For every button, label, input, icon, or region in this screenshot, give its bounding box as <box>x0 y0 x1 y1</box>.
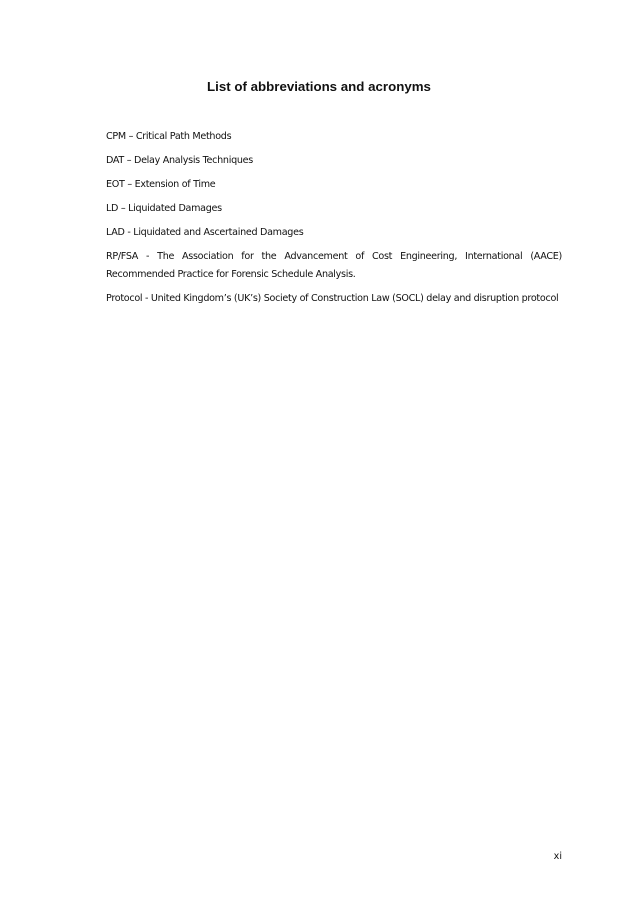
page-number: xi <box>553 851 562 862</box>
abbreviation-entry-rp-fsa: RP/FSA - The Association for the Advancement of Cost Engineering, International (AACE) Recommended Practice for Forensic Schedule Analysis. <box>106 251 562 280</box>
abbreviation-entry-dat: DAT – Delay Analysis Techniques <box>106 155 253 166</box>
abbreviation-list <box>106 128 562 314</box>
abbreviation-entry-protocol: Protocol - United Kingdom’s (UK’s) Society of Construction Law (SOCL) delay and disruption protocol <box>106 293 559 304</box>
abbreviation-entry-lad: LAD - Liquidated and Ascertained Damages <box>106 227 304 238</box>
abbreviation-entry-ld: LD – Liquidated Damages <box>106 203 222 214</box>
abbreviation-entry-cpm: CPM – Critical Path Methods <box>106 131 232 142</box>
page-title: List of abbreviations and acronyms <box>207 79 431 94</box>
abbreviation-entry-eot: EOT – Extension of Time <box>106 179 216 190</box>
